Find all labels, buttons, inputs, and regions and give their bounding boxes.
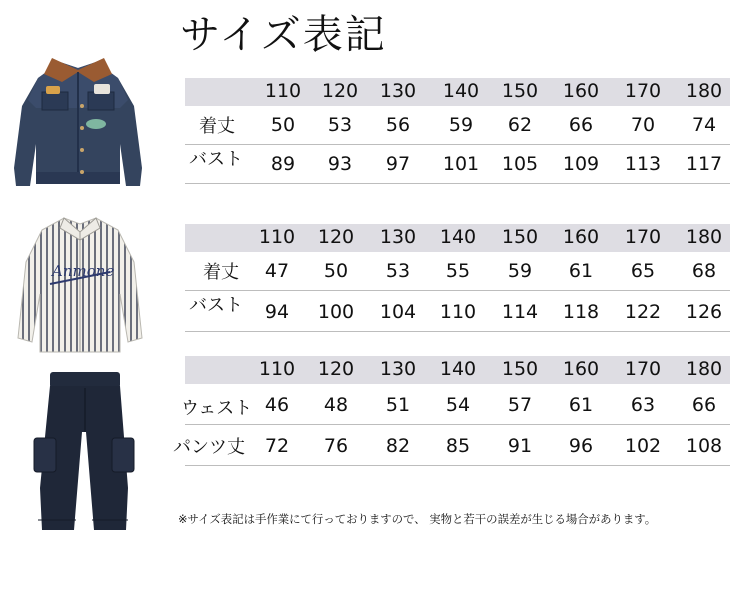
size-cell: 160 (562, 226, 600, 248)
size-cell: 150 (501, 226, 539, 248)
value-cell: 54 (445, 394, 471, 416)
row-label: 着丈 (199, 116, 235, 137)
value-cell: 126 (685, 301, 723, 323)
bust-row (185, 145, 730, 184)
size-cell: 110 (264, 80, 302, 102)
size-cell: 180 (685, 358, 723, 380)
row-label: パンツ丈 (173, 437, 245, 458)
value-cell: 101 (442, 153, 480, 175)
size-disclaimer-note: ※サイズ表記は手作業にて行っておりますので、 実物と若干の誤差が生じる場合があります。 (178, 512, 657, 526)
value-cell: 74 (691, 114, 717, 136)
row-label: バスト (189, 149, 243, 170)
value-cell: 108 (685, 435, 723, 457)
value-cell: 68 (691, 260, 717, 282)
size-cell: 130 (379, 226, 417, 248)
value-cell: 59 (507, 260, 533, 282)
value-cell: 85 (445, 435, 471, 457)
size-cell: 120 (317, 358, 355, 380)
size-cell: 180 (685, 80, 723, 102)
value-cell: 70 (630, 114, 656, 136)
value-cell: 53 (327, 114, 353, 136)
size-cell: 140 (439, 358, 477, 380)
value-cell: 72 (264, 435, 290, 457)
value-cell: 82 (385, 435, 411, 457)
value-cell: 105 (501, 153, 539, 175)
value-cell: 117 (685, 153, 723, 175)
size-header-row (185, 356, 730, 384)
size-cell: 170 (624, 226, 662, 248)
value-cell: 109 (562, 153, 600, 175)
jacket-size-table (185, 78, 730, 184)
value-cell: 66 (568, 114, 594, 136)
page-title: サイズ表記 (180, 12, 387, 58)
value-cell: 53 (385, 260, 411, 282)
size-cell: 180 (685, 226, 723, 248)
value-cell: 63 (630, 394, 656, 416)
value-cell: 46 (264, 394, 290, 416)
value-cell: 50 (270, 114, 296, 136)
value-cell: 96 (568, 435, 594, 457)
value-cell: 100 (317, 301, 355, 323)
size-cell: 170 (624, 80, 662, 102)
value-cell: 61 (568, 260, 594, 282)
value-cell: 61 (568, 394, 594, 416)
value-cell: 62 (507, 114, 533, 136)
row-label: 着丈 (203, 262, 239, 283)
value-cell: 118 (562, 301, 600, 323)
value-cell: 48 (323, 394, 349, 416)
size-cell: 130 (379, 80, 417, 102)
value-cell: 65 (630, 260, 656, 282)
value-cell: 94 (264, 301, 290, 323)
value-cell: 110 (439, 301, 477, 323)
value-cell: 114 (501, 301, 539, 323)
length-row (185, 106, 730, 145)
size-cell: 140 (439, 226, 477, 248)
value-cell: 93 (327, 153, 353, 175)
bust-row (185, 291, 730, 332)
pants-size-table (173, 356, 730, 466)
size-header-row (185, 224, 730, 252)
value-cell: 104 (379, 301, 417, 323)
size-cell: 160 (562, 80, 600, 102)
size-cell: 150 (501, 358, 539, 380)
value-cell: 89 (270, 153, 296, 175)
cargo-pants-image (28, 368, 140, 533)
value-cell: 50 (323, 260, 349, 282)
row-label: ウェスト (181, 398, 253, 419)
value-cell: 55 (445, 260, 471, 282)
value-cell: 113 (624, 153, 662, 175)
pants-length-row (173, 425, 730, 466)
size-cell: 150 (501, 80, 539, 102)
row-label: バスト (189, 295, 243, 316)
shirt-print-text: Anmone (52, 262, 115, 280)
length-row (185, 252, 730, 291)
value-cell: 51 (385, 394, 411, 416)
value-cell: 66 (691, 394, 717, 416)
denim-jacket-image (8, 48, 148, 193)
value-cell: 56 (385, 114, 411, 136)
size-cell: 110 (258, 226, 296, 248)
size-header-row (185, 78, 730, 106)
value-cell: 102 (624, 435, 662, 457)
striped-shirt-image (10, 212, 150, 357)
size-cell: 120 (321, 80, 359, 102)
value-cell: 122 (624, 301, 662, 323)
size-cell: 120 (317, 226, 355, 248)
value-cell: 47 (264, 260, 290, 282)
waist-row (181, 384, 730, 425)
value-cell: 97 (385, 153, 411, 175)
size-cell: 170 (624, 358, 662, 380)
value-cell: 59 (448, 114, 474, 136)
size-cell: 110 (258, 358, 296, 380)
value-cell: 57 (507, 394, 533, 416)
value-cell: 76 (323, 435, 349, 457)
shirt-size-table (185, 224, 730, 332)
size-cell: 130 (379, 358, 417, 380)
value-cell: 91 (507, 435, 533, 457)
size-cell: 160 (562, 358, 600, 380)
size-cell: 140 (442, 80, 480, 102)
